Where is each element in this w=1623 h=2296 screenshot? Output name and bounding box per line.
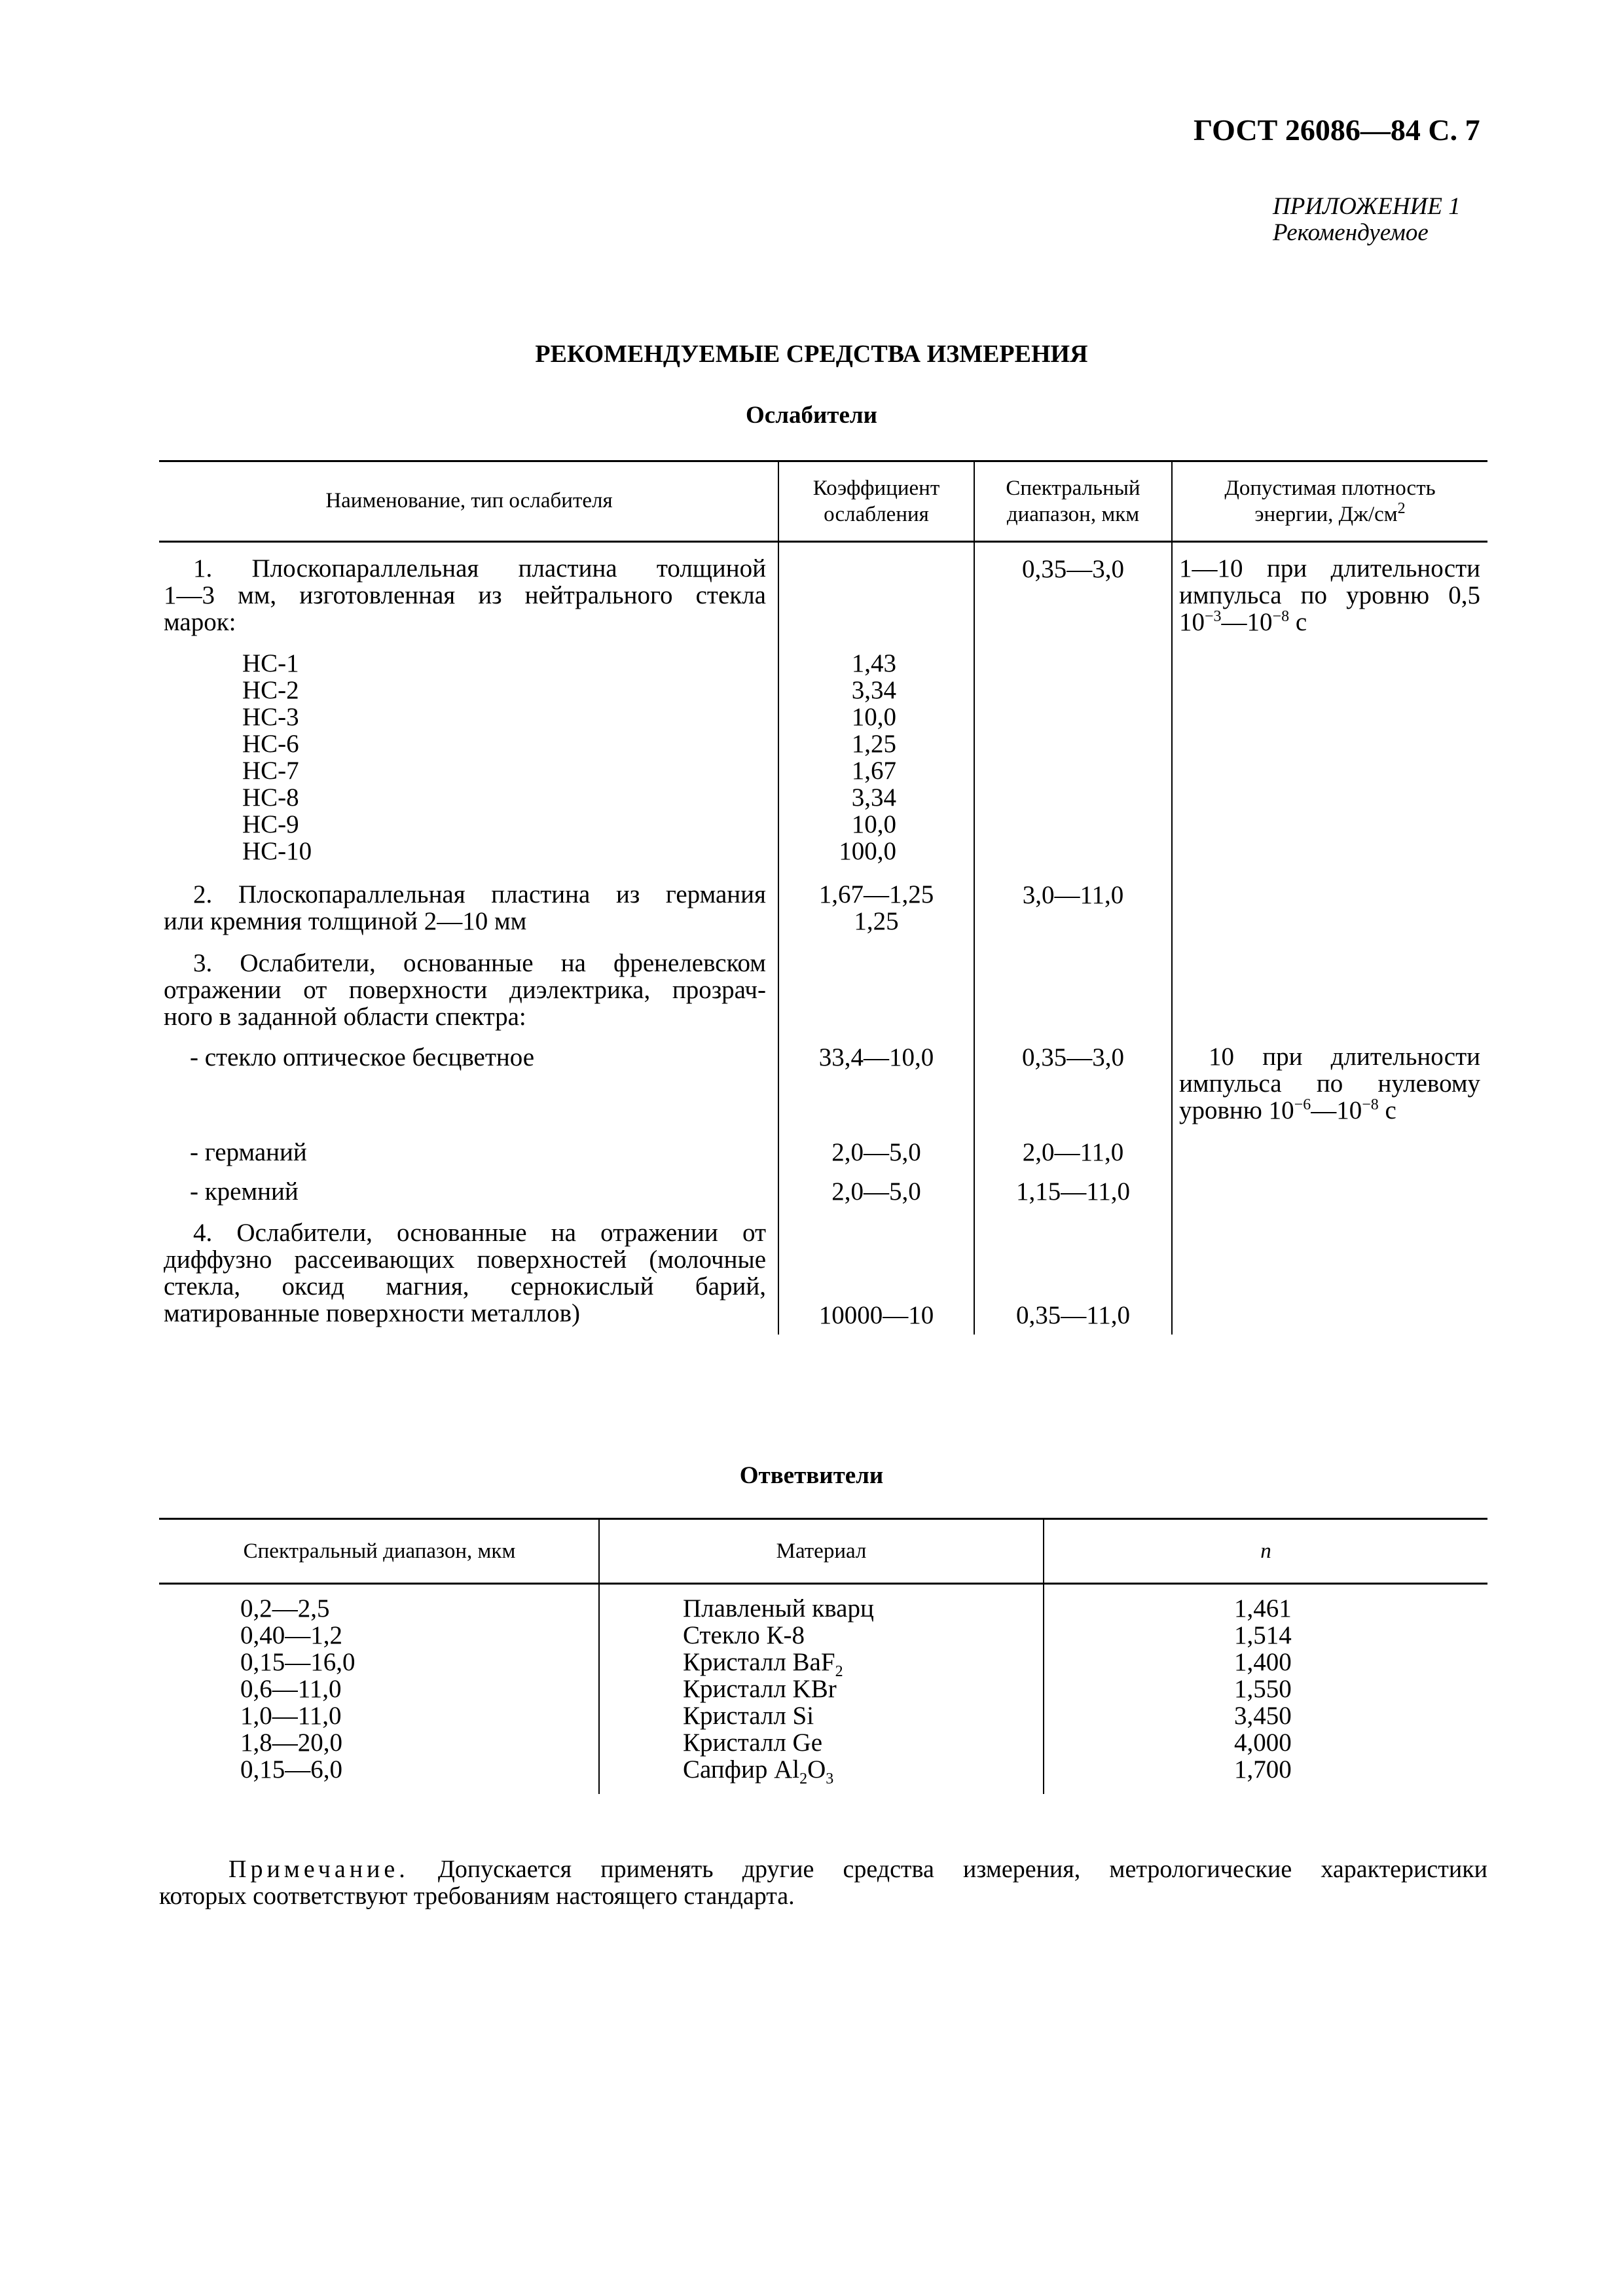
grade-coef: 1,67 [851,757,896,785]
item4-coef: 10000—10 [818,1301,934,1329]
item4-range: 0,35—11,0 [1015,1301,1131,1329]
grade-coef: 3,34 [851,783,896,812]
coupler-range: 0,2—2,5 [240,1594,330,1623]
main-title: РЕКОМЕНДУЕМЫЕ СРЕДСТВА ИЗМЕРЕНИЯ [535,340,1088,368]
item3-density: 10 при длительности импульса по нулевому уровню $10^{-6}—10^{-8}$ с [1179,1043,1480,1124]
table2-header-range: Спектральный диапазон, мкм [243,1539,516,1563]
coupler-range: 1,8—20,0 [240,1729,342,1757]
glass-label: - стекло оптическое бесцветное [190,1043,535,1071]
germanium-coef: 2,0—5,0 [831,1138,921,1166]
coupler-n: 1,461 [1234,1594,1292,1623]
coupler-material: Сапфир $Al_2O_3$ [683,1755,834,1787]
couplers-title: Ответвители [739,1462,884,1489]
glass-coef: 33,4—10,0 [818,1043,934,1071]
coupler-range: 0,15—6,0 [240,1755,342,1784]
appendix-subtitle: Рекомендуемое [1273,219,1429,246]
item4-description: 4. Ослабители, основанные на отражении от диффузно рассеивающих поверхностей (молочные стекла, оксид магния, сернокислый барий, матированные поверхности металлов) [164,1219,766,1327]
item1-range: 0,35—3,0 [1022,555,1124,583]
silicon-coef: 2,0—5,0 [831,1177,921,1206]
table1-header-density: Допустимая плотность энергии, $Дж/см^2$ [1224,476,1436,526]
coupler-material: Кристалл Ge [683,1729,823,1757]
item2-coef: 1,67—1,25 1,25 [818,880,934,935]
table1-col-divider-3 [1171,460,1173,1335]
coupler-range: 1,0—11,0 [240,1702,342,1730]
coupler-material: Кристалл Si [683,1702,814,1730]
item1-density: 1—10 при длительности импульса по уровню 0,5 $10^{-3}—10^{-8}$ с [1179,554,1480,636]
table1-header-rule [159,541,1487,543]
note-label: Примечание. [228,1856,409,1883]
coupler-n: 1,400 [1234,1648,1292,1676]
coupler-range: 0,15—16,0 [240,1648,356,1676]
note [159,1856,1487,1910]
page-header: ГОСТ 26086—84 С. 7 [1194,113,1480,147]
grade-item: НС-6 [242,730,299,758]
grade-item: НС-8 [242,783,299,812]
table2-top-rule [159,1518,1487,1520]
item3-description: 3. Ослабители, основанные на френелевском отражении от поверхности диэлектрика, прозрач- ного в заданной области спектра: [164,949,766,1031]
coupler-n: 1,700 [1234,1755,1292,1784]
item2-description: 2. Плоскопараллельная пластина из германия или кремния толщиной 2—10 мм [164,880,766,935]
coupler-material-list [683,1594,874,1787]
grade-item: НС-2 [242,676,299,704]
appendix-title: ПРИЛОЖЕНИЕ 1 [1273,193,1461,220]
grade-item: НС-1 [242,649,299,677]
note-text-1: Допускается применять другие средства измерения, метрологические характеристики [409,1856,1487,1883]
coupler-n: 1,514 [1234,1621,1292,1649]
grade-item: НС-9 [242,810,299,838]
grade-coef: 3,34 [851,676,896,704]
grade-coef: 100,0 [839,837,896,865]
table1-header-range: Спектральный диапазон, мкм [1006,476,1140,526]
coupler-material: Плавленый кварц [683,1594,874,1623]
coupler-n: 4,000 [1234,1729,1292,1757]
silicon-label: - кремний [190,1177,299,1206]
grade-item: НС-3 [242,703,299,731]
item2-range: 3,0—11,0 [1022,881,1124,909]
grade-coef-list [805,650,896,865]
grade-coef: 1,25 [851,730,896,758]
silicon-range: 1,15—11,0 [1015,1177,1131,1206]
grade-coef: 1,43 [851,649,896,677]
coupler-n: 1,550 [1234,1675,1292,1703]
grade-list [242,650,312,865]
grade-item: НС-10 [242,837,312,865]
grade-coef: 10,0 [851,703,896,731]
coupler-material: Стекло К-8 [683,1621,805,1649]
item1-description: 1. Плоскопараллельная пластина толщиной 1—3 мм, изготовленная из нейтрального стекла марок: [164,554,766,636]
germanium-label: - германий [190,1138,307,1166]
table2-header-rule [159,1583,1487,1585]
note-text-2: которых соответствуют требованиям настоящего стандарта. [159,1882,795,1910]
grade-coef: 10,0 [851,810,896,838]
coupler-n: 3,450 [1234,1702,1292,1730]
grade-item: НС-7 [242,757,299,785]
coupler-range-list [240,1595,356,1783]
glass-range: 0,35—3,0 [1022,1043,1124,1071]
attenuators-title: Ослабители [746,402,877,429]
table1-header-coef: Коэффициент ослабления [812,476,940,526]
germanium-range: 2,0—11,0 [1022,1138,1124,1166]
coupler-material: Кристалл KBr [683,1675,837,1703]
coupler-material: Кристалл BaF$_2$ [683,1648,843,1680]
coupler-range: 0,6—11,0 [240,1675,342,1703]
coupler-range: 0,40—1,2 [240,1621,342,1649]
coupler-n-list [1234,1595,1292,1783]
table2-header-material: Материал [776,1539,867,1563]
table1-header-name: Наименование, тип ослабителя [325,489,613,512]
table2-header-n: n [1260,1539,1271,1563]
table1-top-rule [159,460,1487,462]
